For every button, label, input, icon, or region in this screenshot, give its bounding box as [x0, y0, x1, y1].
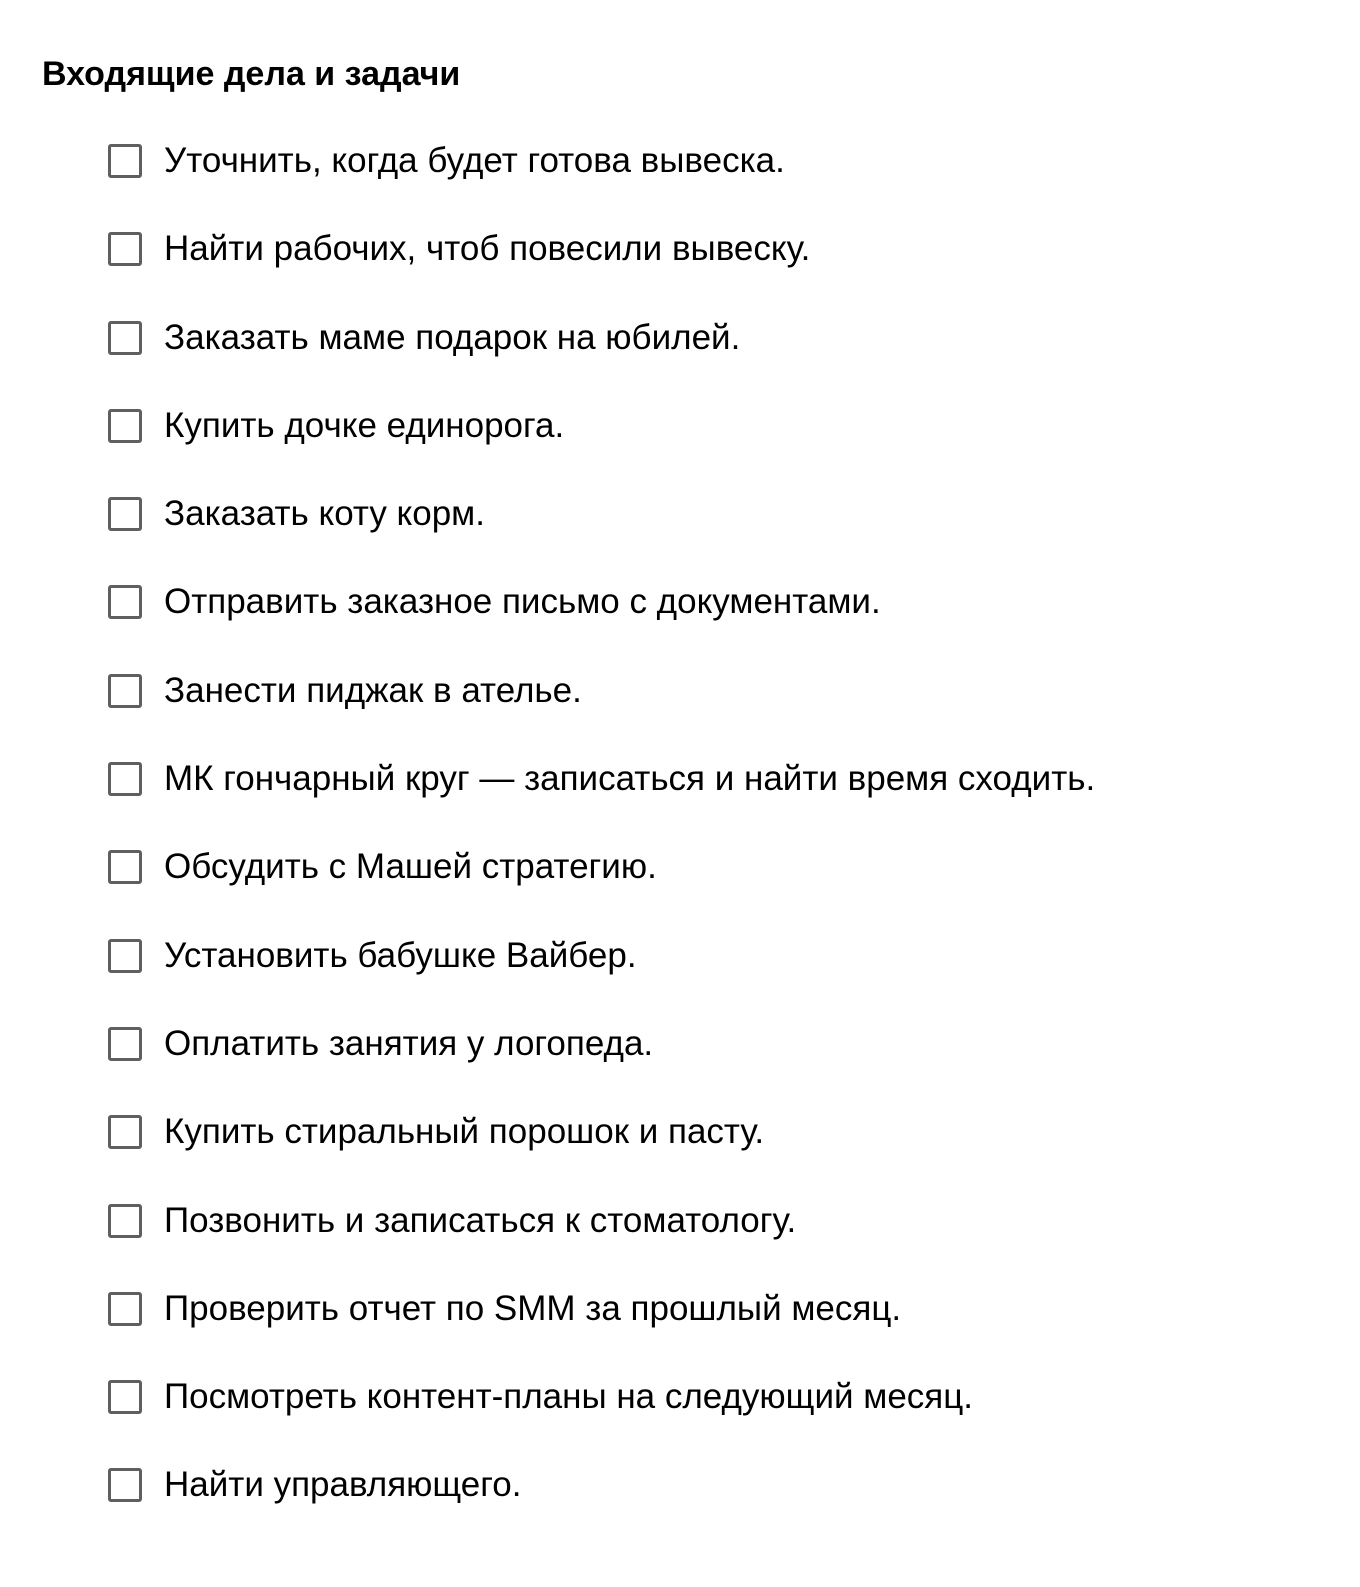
task-item — [108, 492, 1095, 536]
task-checkbox[interactable] — [108, 939, 142, 973]
task-item — [108, 845, 1095, 889]
task-label: Оплатить занятия у логопеда. — [164, 1023, 654, 1063]
task-checkbox[interactable] — [108, 585, 142, 619]
task-item — [108, 1110, 1095, 1154]
task-label: Установить бабушке Вайбер. — [164, 935, 637, 975]
task-checkbox[interactable] — [108, 762, 142, 796]
task-list — [108, 139, 1095, 1552]
task-item — [108, 1022, 1095, 1066]
task-item — [108, 1287, 1095, 1331]
task-item — [108, 316, 1095, 360]
task-label: Заказать коту корм. — [164, 494, 485, 534]
task-label: Найти рабочих, чтоб повесили вывеску. — [164, 229, 811, 269]
task-item — [108, 580, 1095, 624]
task-checkbox[interactable] — [108, 1292, 142, 1326]
task-item — [108, 404, 1095, 448]
task-label: Купить стиральный порошок и пасту. — [164, 1112, 765, 1152]
task-item — [108, 669, 1095, 713]
task-label: Проверить отчет по SMM за прошлый месяц. — [164, 1288, 902, 1328]
task-checkbox[interactable] — [108, 321, 142, 355]
task-item — [108, 1199, 1095, 1243]
task-label: МК гончарный круг — записаться и найти время сходить. — [164, 759, 1096, 799]
task-checkbox[interactable] — [108, 850, 142, 884]
task-checkbox[interactable] — [108, 674, 142, 708]
task-label: Найти управляющего. — [164, 1465, 522, 1505]
task-item — [108, 757, 1095, 801]
task-label: Отправить заказное письмо с документами. — [164, 582, 881, 622]
task-label: Уточнить, когда будет готова вывеска. — [164, 141, 785, 180]
task-item — [108, 139, 1095, 183]
task-checkbox[interactable] — [108, 232, 142, 266]
task-item — [108, 1375, 1095, 1419]
task-label: Заказать маме подарок на юбилей. — [164, 317, 741, 357]
task-label: Обсудить с Машей стратегию. — [164, 847, 657, 887]
page-title: Входящие дела и задачи — [42, 55, 461, 93]
task-item — [108, 227, 1095, 271]
task-checkbox[interactable] — [108, 144, 142, 178]
task-checkbox[interactable] — [108, 1027, 142, 1061]
task-checkbox[interactable] — [108, 409, 142, 443]
task-item — [108, 1463, 1095, 1507]
task-label: Позвонить и записаться к стоматологу. — [164, 1200, 797, 1240]
task-label: Занести пиджак в ателье. — [164, 670, 582, 710]
task-checkbox[interactable] — [108, 1115, 142, 1149]
task-label: Купить дочке единорога. — [164, 405, 565, 445]
task-checkbox[interactable] — [108, 1204, 142, 1238]
task-checkbox[interactable] — [108, 1468, 142, 1502]
task-label: Посмотреть контент-планы на следующий месяц. — [164, 1377, 974, 1417]
task-checkbox[interactable] — [108, 1380, 142, 1414]
task-checkbox[interactable] — [108, 497, 142, 531]
task-item — [108, 934, 1095, 978]
